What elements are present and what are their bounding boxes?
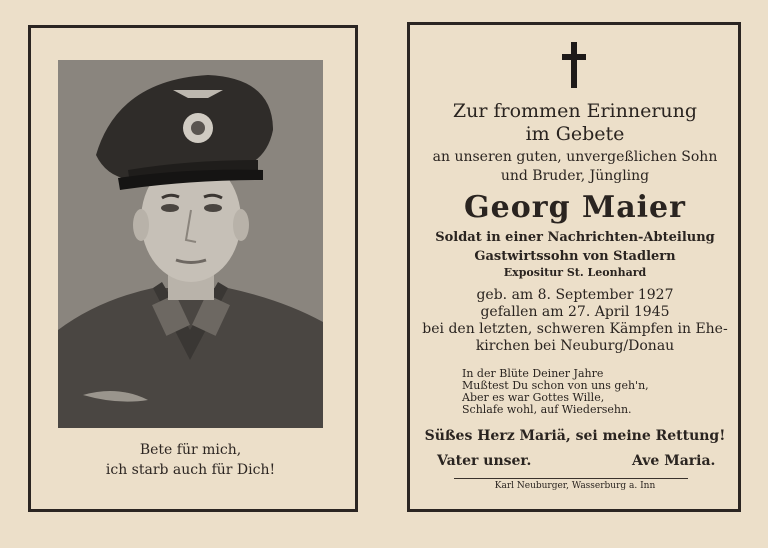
poem-line-1: In der Blüte Deiner Jahre [462,367,604,380]
birth-date: geb. am 8. September 1927 [476,287,674,303]
portrait-photo [58,60,323,428]
prayer-hail-mary: Ave Maria. [632,453,716,469]
caption-line-1: Bete für mich, [139,442,242,458]
deceased-name: Georg Maier [464,190,686,225]
printer-credit: Karl Neuburger, Wasserburg a. Inn [494,481,656,491]
memorial-heading-2: im Gebete [525,123,625,145]
memorial-heading-1: Zur frommen Erinnerung [452,100,698,122]
portrait-illustration [58,60,323,428]
caption-line-2: ich starb auch für Dich! [105,462,276,478]
cross-icon [562,42,586,88]
role-line-2: Gastwirtssohn von Stadlern [474,249,676,264]
prayer-our-father: Vater unser. [437,453,532,469]
poem [462,368,702,416]
role-line-3: Expositur St. Leonhard [503,266,647,279]
poem-line-3: Aber es war Gottes Wille, [462,391,605,404]
poem-line-4: Schlafe wohl, auf Wiedersehn. [462,403,632,416]
closing-prayer: Süßes Herz Mariä, sei meine Rettung! [424,428,726,444]
death-place-line-1: bei den letzten, schweren Kämpfen in Ehe- [422,321,728,337]
photo-caption [58,440,323,480]
role-line-1: Soldat in einer Nachrichten-Abteilung [435,230,715,245]
divider [454,478,688,479]
death-place-line-2: kirchen bei Neuburg/Donau [475,338,675,354]
dedication-line-1: an unseren guten, unvergeßlichen Sohn [432,149,718,165]
death-date: gefallen am 27. April 1945 [480,304,670,320]
dedication-line-2: und Bruder, Jüngling [500,168,650,184]
poem-line-2: Mußtest Du schon von uns geh'n, [462,379,649,392]
